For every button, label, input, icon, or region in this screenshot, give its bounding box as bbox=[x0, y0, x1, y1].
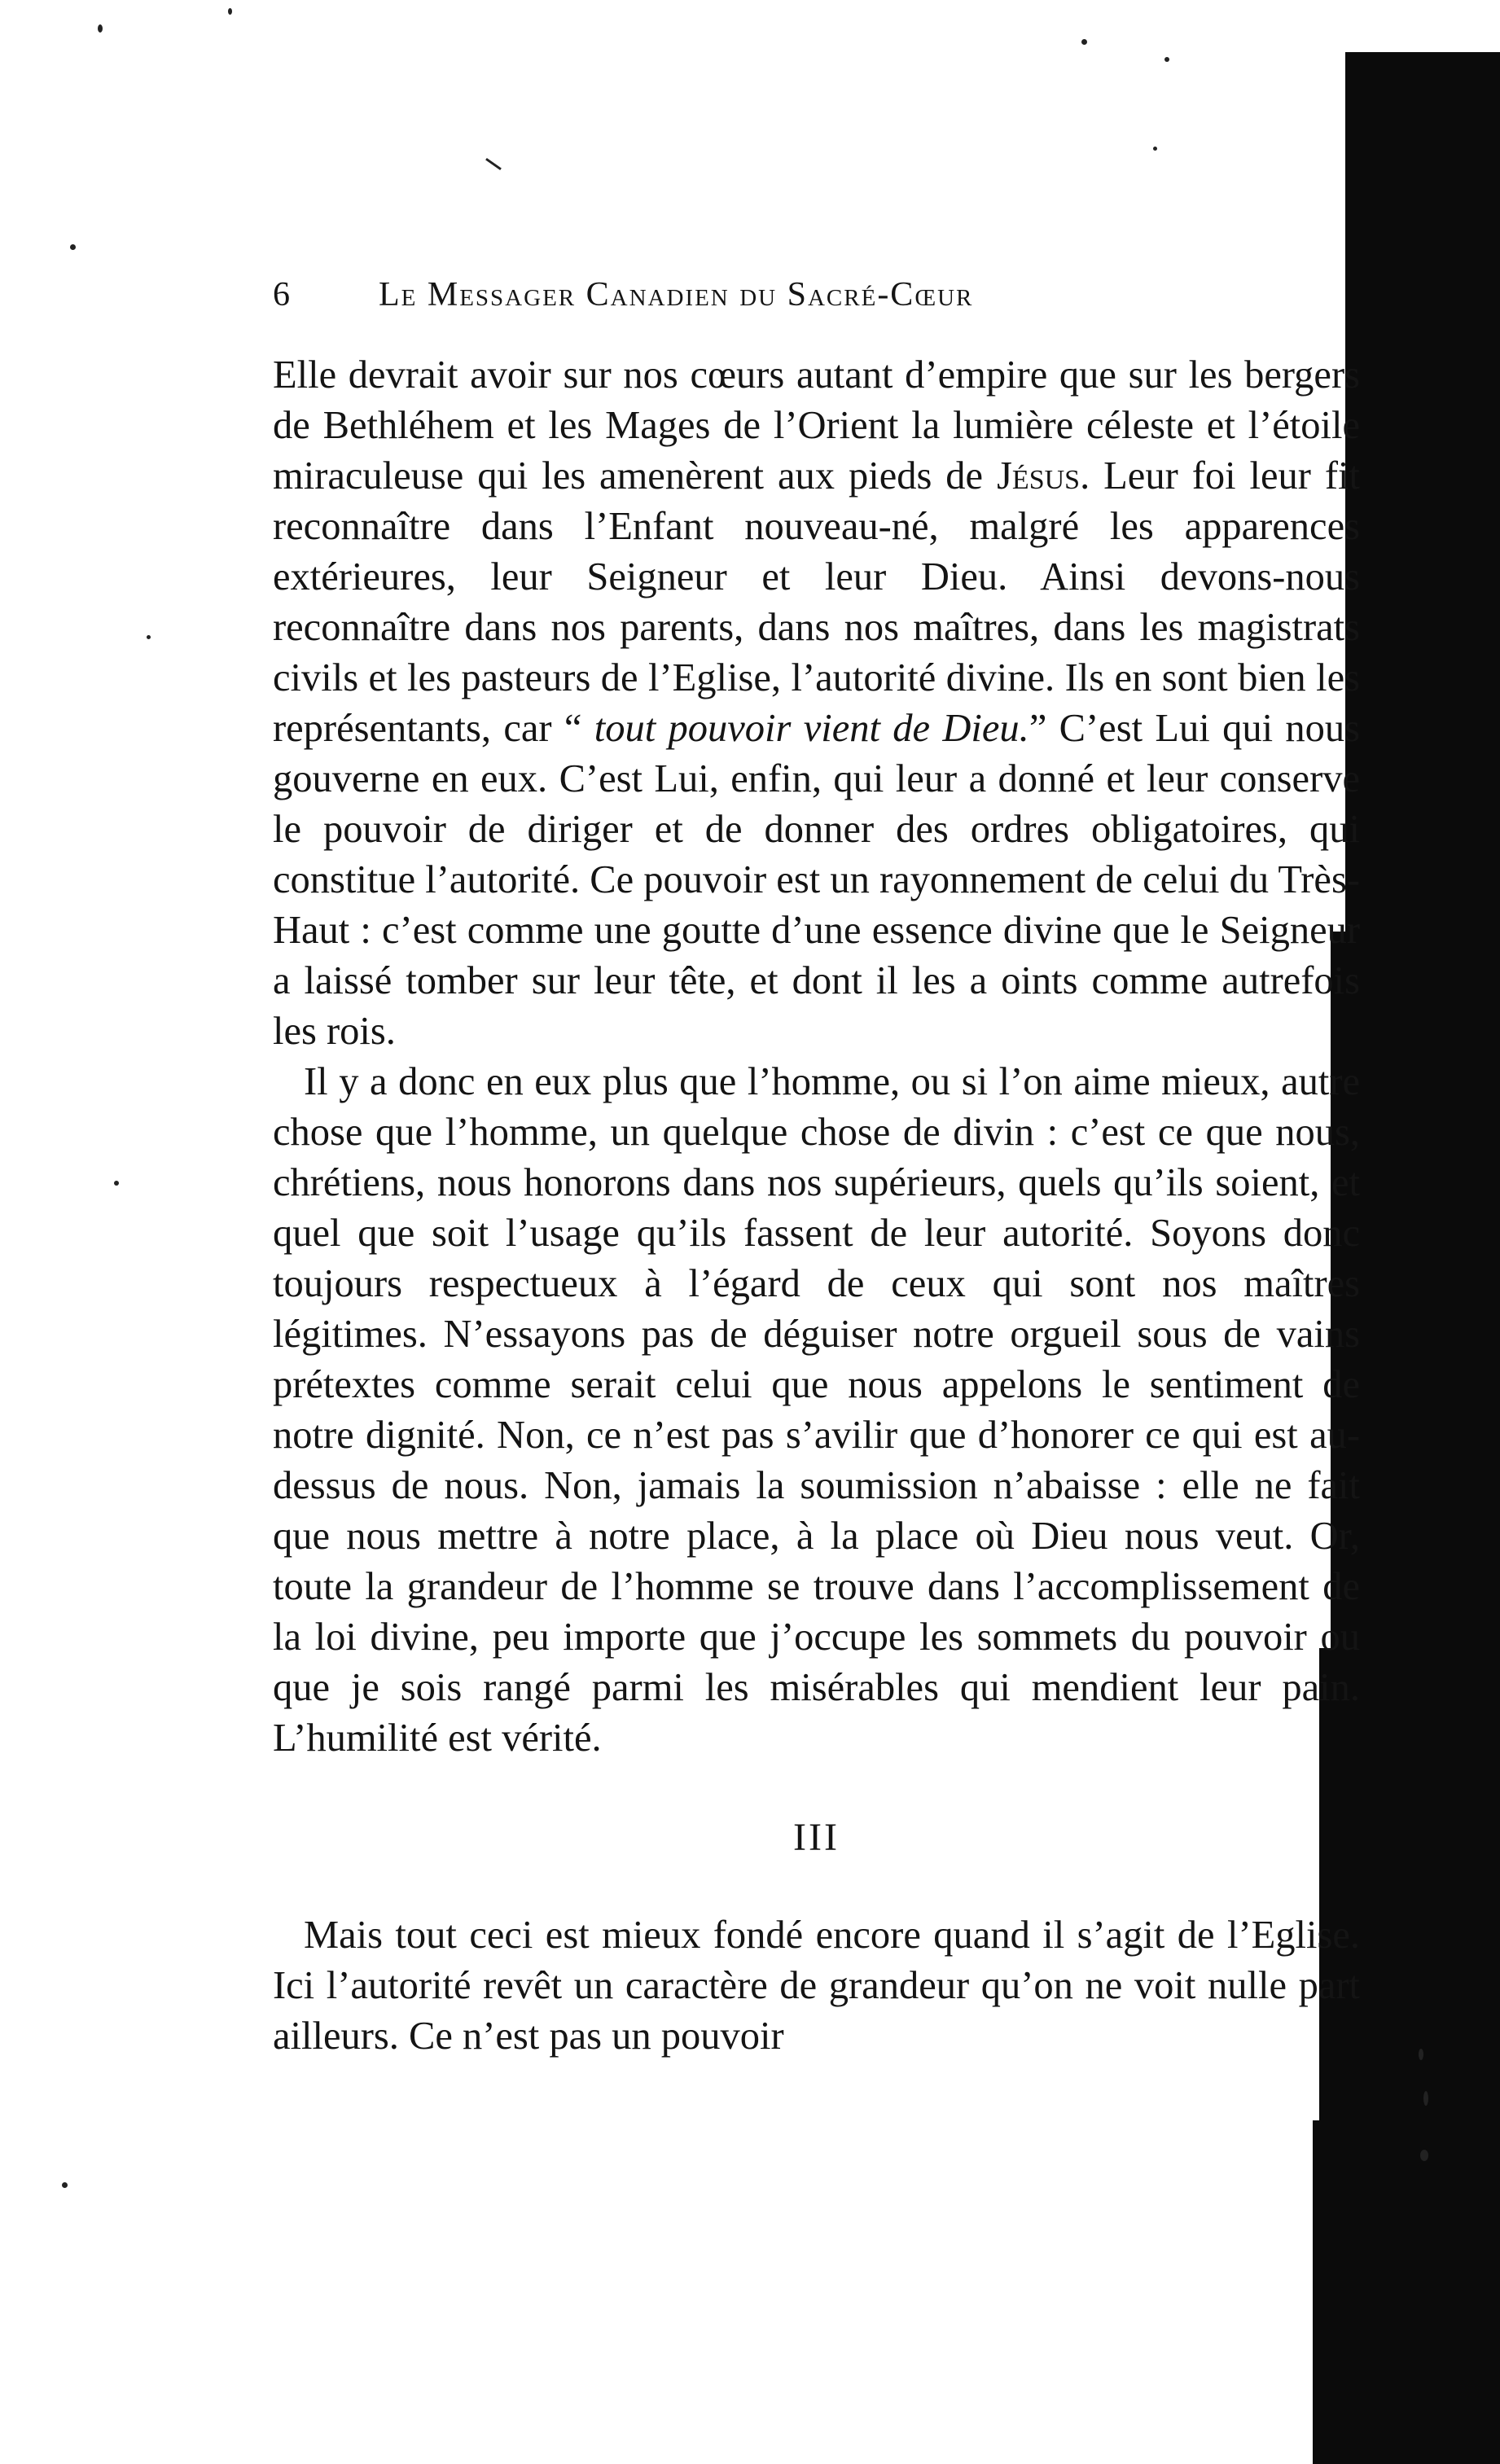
small-caps-name: Jésus bbox=[997, 454, 1081, 498]
running-title: Le Messager Canadien du Sacré-Cœur bbox=[379, 276, 974, 313]
paragraph-text: Elle devrait avoir sur nos cœurs autant d’empire que sur les bergers de Bethléhem et les Mages de l’Orient la lumière céleste et l’étoile miraculeuse qui les amenèrent aux pieds de bbox=[273, 353, 1360, 498]
paragraph-text: . Leur foi leur fit reconnaître dans l’Enfant nouveau-né, malgré les apparences extérieures, leur Seigneur et leur Dieu. Ainsi devons-nous reconnaître dans nos parents, dans nos maîtres, dans les magistrats civils et les pasteurs de l’Eglise, l’autorité divine. Ils en sont bien les représentants, car “ bbox=[273, 454, 1360, 750]
print-speck bbox=[114, 1181, 119, 1186]
print-speck bbox=[62, 2182, 68, 2188]
paragraph-text: ” C’est Lui qui nous gouverne en eux. C’est Lui, enfin, qui leur a donné et leur conserve le pouvoir de diriger et de donner des ordres obligatoires, qui constitue l’autorité. Ce pouvoir est un rayonnement de celui du Très-Haut : c’est comme une goutte d’une essence divine que le Seigneur a laissé tomber sur leur tête, et dont il les a oints comme autrefois les rois. bbox=[273, 707, 1360, 1053]
print-speck bbox=[98, 24, 103, 33]
print-speck bbox=[228, 8, 232, 15]
print-speck bbox=[1423, 2091, 1428, 2106]
print-speck bbox=[1153, 147, 1157, 151]
paragraph bbox=[273, 350, 1360, 1057]
running-header bbox=[273, 275, 1299, 324]
section-heading: III bbox=[793, 1816, 840, 1859]
print-speck bbox=[1081, 39, 1087, 45]
print-speck bbox=[1420, 2150, 1428, 2161]
paragraph: Il y a donc en eux plus que l’homme, ou si l’on aime mieux, autre chose que l’homme, un quelque chose de divin : c’est ce que nous, chrétiens, nous honorons dans nos supérieurs, quels qu’ils soient, et quel que soit l’usage qu’ils fassent de leur autorité. Soyons donc toujours respectueux à l’égard de ceux qui sont nos maîtres légitimes. N’essayons pas de déguiser notre orgueil sous de vains prétextes comme serait celui que nous appelons le sentiment de notre dignité. Non, ce n’est pas s’avilir que d’honorer ce qui est au-dessus de nous. Non, jamais la soumission n’abaisse : elle ne fait que nous mettre à notre place, à la place où Dieu nous veut. Or, toute la grandeur de l’homme se trouve dans l’accomplissement de la loi divine, peu importe que j’occupe les sommets du pouvoir ou que je sois rangé parmi les misérables qui mendient leur pain. L’humilité est vérité. bbox=[273, 1060, 1360, 1760]
print-speck bbox=[1164, 57, 1169, 62]
paragraph: Mais tout ceci est mieux fondé encore quand il s’agit de l’Eglise. Ici l’autorité revêt un caractère de grandeur qu’on ne voit nulle part ailleurs. Ce n’est pas un pouvoir bbox=[273, 1914, 1360, 2058]
print-speck bbox=[1419, 2049, 1423, 2060]
print-speck bbox=[70, 244, 76, 250]
body-text bbox=[273, 350, 1360, 2062]
italic-quote: tout pouvoir vient de Dieu. bbox=[594, 707, 1029, 750]
print-speck bbox=[485, 158, 502, 170]
print-speck bbox=[147, 635, 151, 639]
page-number: 6 bbox=[273, 276, 292, 313]
